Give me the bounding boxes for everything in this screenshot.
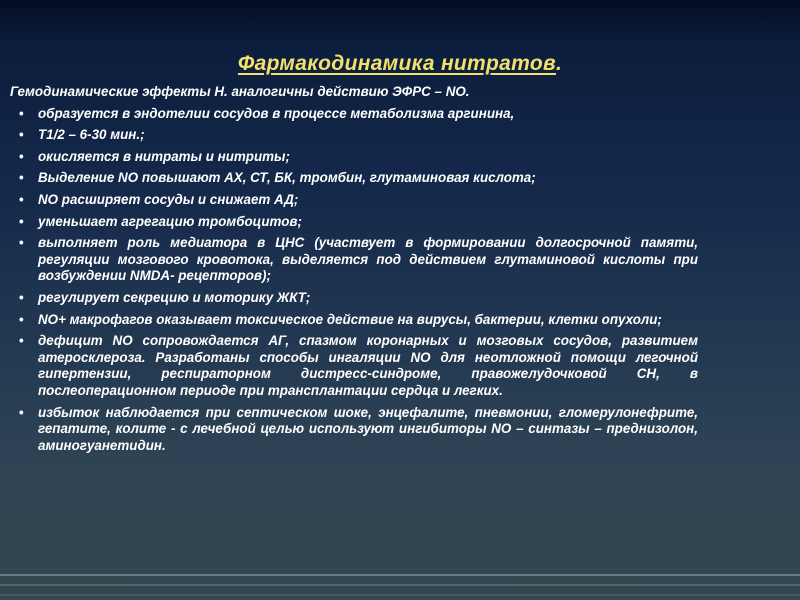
bullet-dot-icon: •: [19, 235, 24, 251]
bullet-dot-icon: •: [19, 289, 24, 305]
bullet-dot-icon: •: [19, 333, 24, 349]
bullet-item: [10, 106, 698, 123]
bullet-text: избыток наблюдается при септическом шоке, энцефалите, пневмонии, гломерулонефрите, гепатите, колите - с лечебной целью используют ингибиторы NO – синтазы – преднизолон, аминогуанетидин.: [38, 404, 698, 453]
bullet-text: регулирует секрецию и моторику ЖКТ;: [38, 289, 311, 305]
lead-paragraph: Гемодинамические эффекты Н. аналогичны действию ЭФРС – NO.: [10, 84, 470, 99]
bullet-item: [10, 192, 698, 209]
bullet-dot-icon: •: [19, 148, 24, 164]
bullet-text: NO расширяет сосуды и снижает АД;: [38, 191, 299, 207]
bullet-item: [10, 170, 698, 187]
bullet-item: [10, 214, 698, 231]
bullet-item: [10, 333, 698, 399]
bullet-dot-icon: •: [19, 127, 24, 143]
bullet-dot-icon: •: [19, 404, 24, 420]
bullet-text: NO+ макрофагов оказывает токсическое действие на вирусы, бактерии, клетки опухоли;: [38, 311, 662, 327]
bullet-list: [10, 106, 698, 455]
bullet-dot-icon: •: [19, 213, 24, 229]
bullet-item: [10, 290, 698, 307]
decorative-stripe: [0, 574, 800, 576]
bullet-text: образуется в эндотелии сосудов в процессе метаболизма аргинина,: [38, 105, 515, 121]
bullet-item: [10, 149, 698, 166]
slide-top-band: [0, 0, 800, 40]
bullet-text: дефицит NO сопровождается АГ, спазмом коронарных и мозговых сосудов, развитием атеросклероза. Разработаны способы ингаляции NO для неотложной помощи легочной гипертензии, респираторном дистресс-синдроме, правожелудочковой СН, в послеоперационном периоде при трансплантации сердца и легких.: [38, 333, 698, 398]
bullet-text: уменьшает агрегацию тромбоцитов;: [38, 213, 302, 229]
decorative-stripe: [0, 584, 800, 586]
slide-title-suffix: .: [555, 52, 563, 75]
bullet-text: выполняет роль медиатора в ЦНС (участвует в формировании долгосрочной памяти, регуляции мозгового кровотока, выделяется под действием глутаминовой кислоты при возбуждении NMDA- рецепторов);: [38, 235, 698, 284]
decorative-stripe: [0, 594, 800, 596]
bullet-item: [10, 235, 698, 285]
bullet-dot-icon: •: [19, 311, 24, 327]
bullet-item: [10, 405, 698, 455]
slide-body: [10, 84, 698, 459]
bullet-dot-icon: •: [19, 105, 24, 121]
bullet-item: [10, 127, 698, 144]
slide-title-text: Фармакодинамика нитратов: [237, 52, 556, 75]
bullet-dot-icon: •: [19, 170, 24, 186]
bullet-item: [10, 312, 698, 329]
slide-title: [0, 52, 800, 76]
bullet-text: окисляется в нитраты и нитриты;: [38, 148, 290, 164]
bullet-text: Выделение NO повышают АХ, СТ, БК, тромбин, глутаминовая кислота;: [38, 170, 536, 186]
bullet-text: T1/2 – 6-30 мин.;: [38, 127, 145, 143]
bullet-dot-icon: •: [19, 191, 24, 207]
